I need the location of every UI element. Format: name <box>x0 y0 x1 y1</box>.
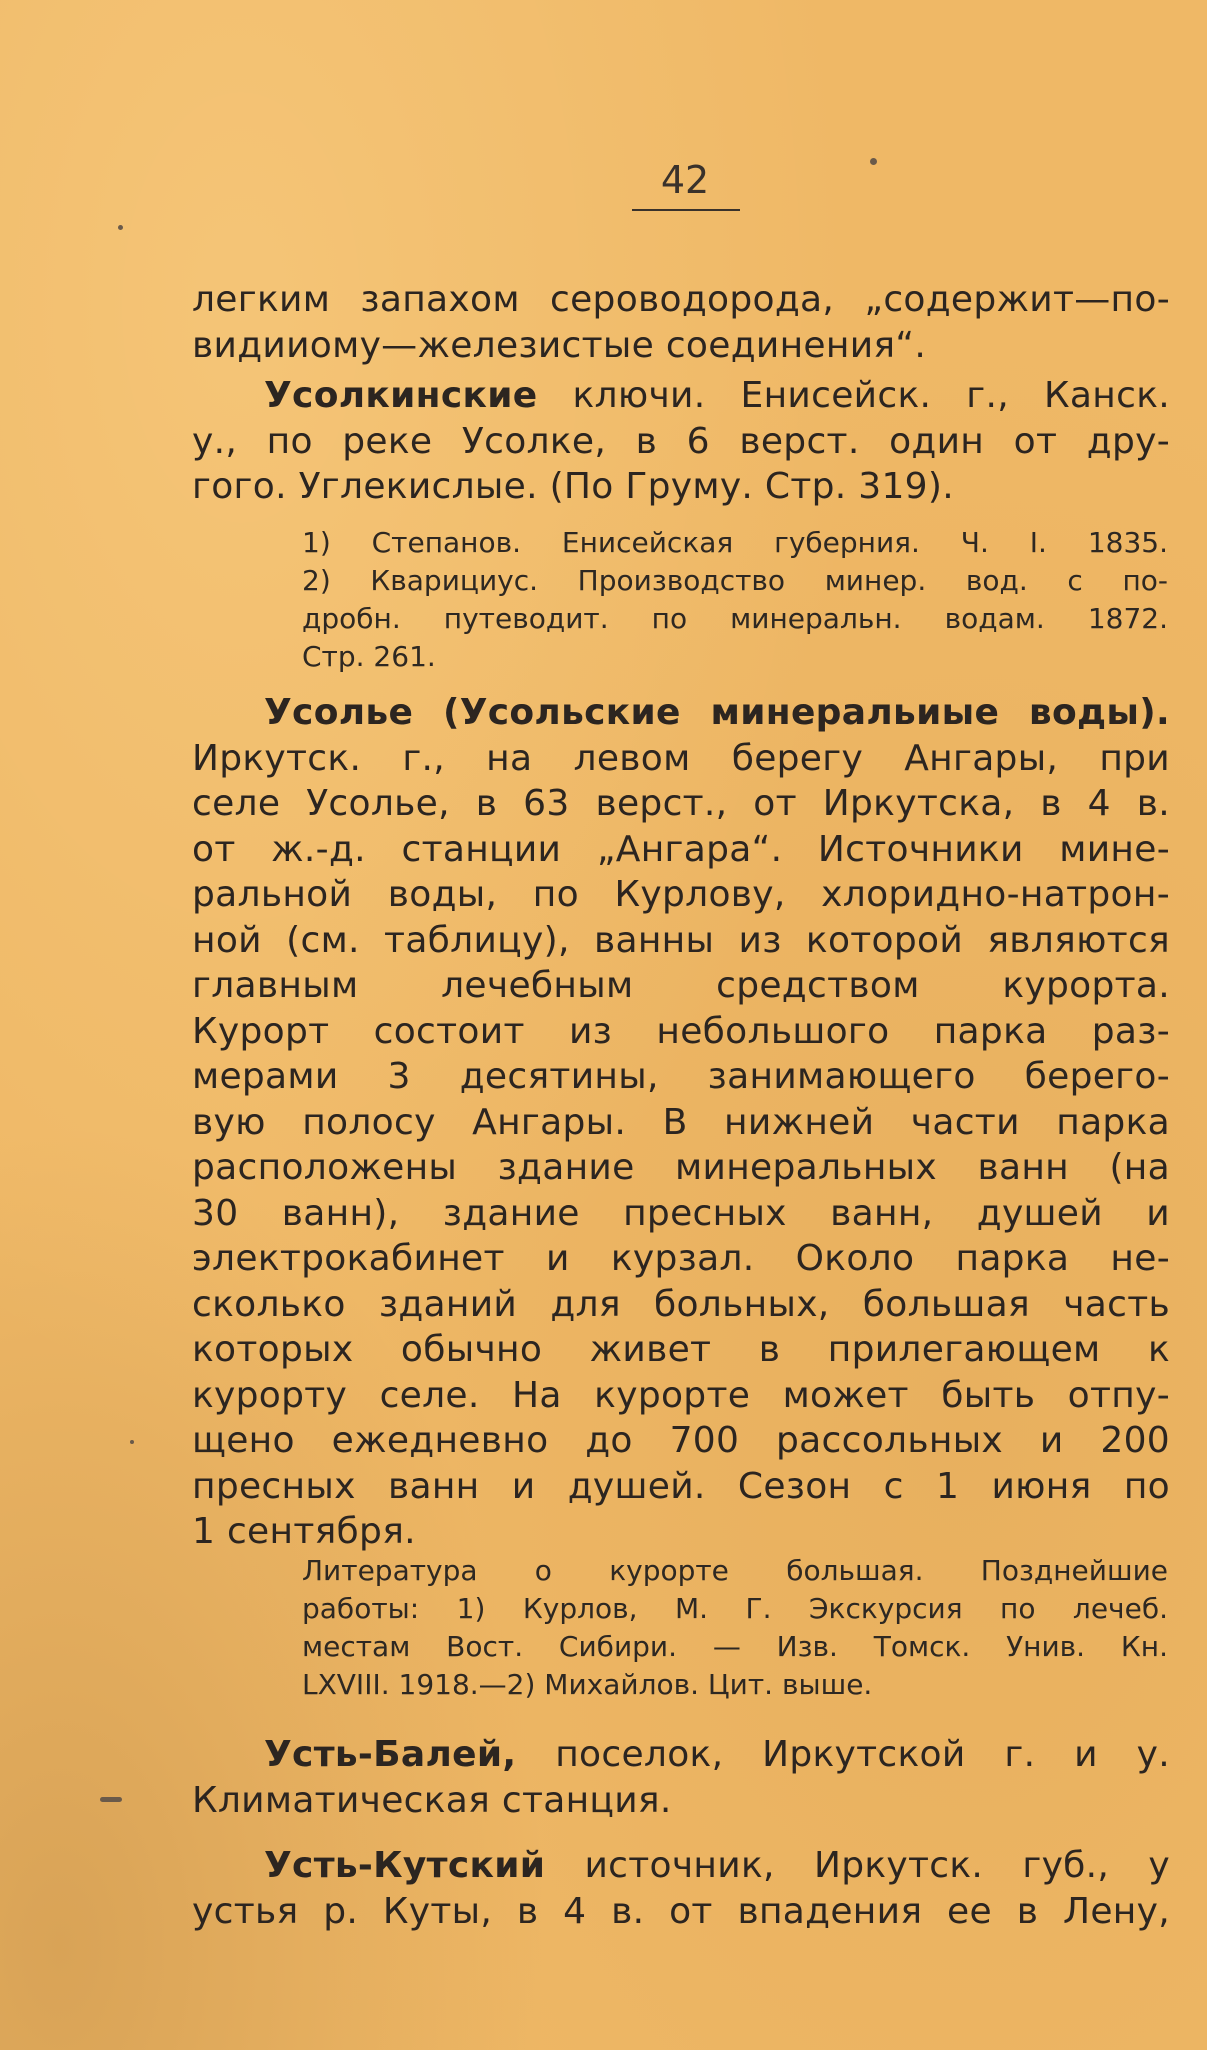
entry-title: Усолкинские <box>264 375 538 416</box>
note-line: Стр. 261. <box>302 640 436 673</box>
entry-first-line <box>192 373 1170 419</box>
text-line: Иркутск. г., на левом берегу Ангары, при <box>192 737 1170 779</box>
text-line: сколько зданий для больных, большая часть <box>192 1283 1170 1325</box>
entry-usolye <box>192 690 1170 1555</box>
page-number-rule <box>632 209 740 211</box>
entry-usolkinskie <box>192 373 1170 510</box>
text-line: устья р. Куты, в 4 в. от впадения ее в Лену, <box>192 1890 1170 1932</box>
paper-speck <box>130 1440 134 1444</box>
text-line: щено ежедневно до 700 рассольных и 200 <box>192 1420 1170 1461</box>
entry-first-line <box>192 1732 1170 1778</box>
paper-speck <box>118 225 123 230</box>
text-line: видииому—железистые соединения“. <box>192 324 927 366</box>
entry-line-rest: источник, Иркутск. губ., у <box>545 1845 1170 1886</box>
entry-ust-kutsky <box>192 1843 1170 1934</box>
text-line: 30 ванн), здание пресных ванн, душей и <box>192 1192 1170 1234</box>
note-line: 1) Степанов. Енисейская губерния. Ч. I. 1835. <box>302 526 1168 559</box>
note-line: Литература о курорте большая. Позднейшие <box>302 1554 1168 1587</box>
text-line: Курорт состоит из небольшого парка раз- <box>192 1010 1170 1052</box>
text-line: гого. Углекислые. (По Груму. Стр. 319). <box>192 466 954 507</box>
entry-title: Усть-Кутский <box>264 1845 546 1886</box>
text-line: селе Усолье, в 63 верст., от Иркутска, в 4 в. <box>192 783 1170 824</box>
text-line: вую полосу Ангары. В нижней части парка <box>192 1101 1170 1143</box>
text-line: от ж.-д. станции „Ангара“. Источники мине- <box>192 828 1170 870</box>
note-line: работы: 1) Курлов, М. Г. Экскурсия по лечеб. <box>302 1592 1168 1625</box>
text-line: 1 сентября. <box>192 1511 416 1552</box>
paper-speck <box>100 1797 122 1802</box>
paper-speck <box>870 158 877 165</box>
text-line: курорту селе. На курорте может быть отпу- <box>192 1374 1170 1416</box>
text-line: расположены здание минеральных ванн (на <box>192 1147 1170 1188</box>
note-usolye <box>302 1552 1168 1704</box>
note-usolkinskie <box>302 524 1168 676</box>
entry-line-rest: ключи. Енисейск. г., Канск. <box>537 375 1170 416</box>
text-line: Климатическая станция. <box>192 1779 672 1821</box>
text-line: мерами 3 десятины, занимающего берего- <box>192 1056 1170 1097</box>
entry-title: Усолье (Усольские минеральиые воды). <box>264 692 1170 733</box>
intro-paragraph <box>192 277 1170 368</box>
note-line: местам Вост. Сибири. — Изв. Томск. Унив. Кн. <box>302 1630 1168 1663</box>
text-line: легким запахом сероводорода, „содержит—по- <box>192 279 1170 320</box>
text-line: пресных ванн и душей. Сезон с 1 июня по <box>192 1465 1170 1507</box>
entry-title: Усть-Балей, <box>264 1734 517 1775</box>
text-line: ральной воды, по Курлову, хлоридно-натрон- <box>192 874 1170 915</box>
entry-ust-baley <box>192 1732 1170 1823</box>
text-line: у., по реке Усолке, в 6 верст. один от дру- <box>192 420 1170 462</box>
text-line: ной (см. таблицу), ванны из которой являются <box>192 919 1170 961</box>
entry-first-line <box>192 1843 1170 1889</box>
text-line: которых обычно живет в прилегающем к <box>192 1329 1170 1370</box>
entry-line-rest: поселок, Иркутской г. и у. <box>516 1734 1170 1775</box>
note-line: дробн. путеводит. по минеральн. водам. 1872. <box>302 602 1168 635</box>
text-line: электрокабинет и курзал. Около парка не- <box>192 1238 1170 1279</box>
note-line: LXVIII. 1918.—2) Михайлов. Цит. выше. <box>302 1668 873 1701</box>
text-line: главным лечебным средством курорта. <box>192 965 1170 1006</box>
page-number: 42 <box>660 158 710 202</box>
note-line: 2) Кварициус. Производство минер. вод. с по- <box>302 564 1168 597</box>
